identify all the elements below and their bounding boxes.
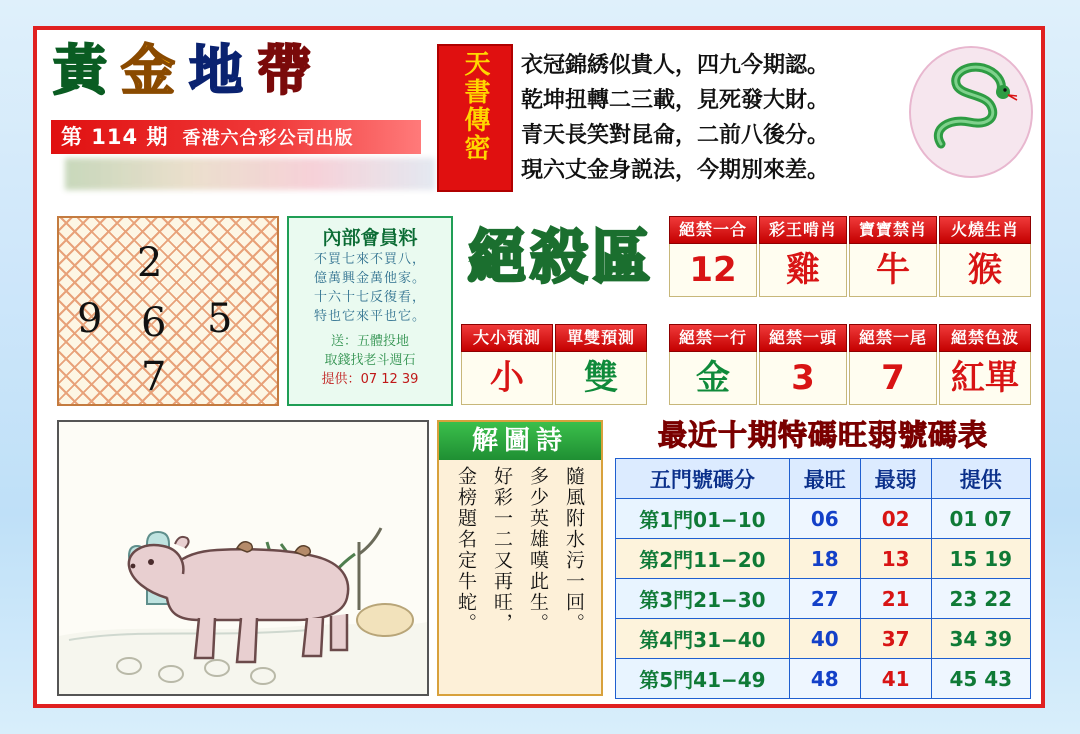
row5-supply: 45 43 [931, 659, 1030, 699]
poem-line-2: 乾坤扭轉二三載，見死發大財。 [521, 88, 830, 113]
predict-val-1: 12 [669, 244, 757, 297]
page-title [51, 40, 431, 102]
decorative-smear [65, 158, 435, 190]
predict2-cell-1 [461, 324, 553, 405]
poem-line-3: 青天長笑對昆侖，二前八後分。 [521, 123, 830, 148]
row2-supply: 15 19 [931, 539, 1030, 579]
predict2-val-1: 小 [461, 352, 553, 405]
logo-char-2: 金 [121, 39, 185, 102]
predict-cell-4 [939, 216, 1031, 297]
table-row [616, 659, 1031, 699]
grid-number-3: 6 [141, 300, 167, 346]
publisher-label: 香港六合彩公司出版 [182, 128, 354, 149]
logo-char-1: 黃 [53, 39, 117, 102]
row3-hot: 27 [789, 579, 860, 619]
predict2-cap-3: 絕禁一行 [669, 324, 757, 352]
row1-cold: 02 [860, 499, 931, 539]
member-info-box [287, 216, 453, 406]
jietushi-col-4: 金榜題名定牛蛇。 [455, 466, 477, 634]
jietushi-box [437, 420, 603, 696]
jietushi-col-3: 好彩一二又再旺， [491, 466, 513, 634]
row3-supply: 23 22 [931, 579, 1030, 619]
predict2-cap-2: 單雙預測 [555, 324, 647, 352]
row4-cold: 37 [860, 619, 931, 659]
predict2-cell-6 [939, 324, 1031, 405]
predict2-cap-5: 絕禁一尾 [849, 324, 937, 352]
row4-supply: 34 39 [931, 619, 1030, 659]
table-header-row [616, 459, 1031, 499]
row4-hot: 40 [789, 619, 860, 659]
predict2-val-5: 7 [849, 352, 937, 405]
table-row [616, 539, 1031, 579]
th-supply: 提供 [931, 459, 1030, 499]
tianshu-label: 天書傳密 [460, 50, 490, 162]
member-line-4: 特也它來平也它。 [313, 309, 426, 324]
poem-line-1: 衣冠錦綉似貴人，四九今期認。 [521, 53, 830, 78]
tianshu-banner [437, 44, 513, 192]
grid-number-5: 7 [141, 354, 167, 400]
member-supply-label: 提供： [321, 372, 361, 387]
predict-cap-3: 寶寶禁肖 [849, 216, 937, 244]
predict-val-3: 牛 [849, 244, 937, 297]
logo-block [51, 40, 431, 180]
table-row [616, 579, 1031, 619]
illustration-hippo [57, 420, 429, 696]
jietushi-title: 解圖詩 [439, 422, 601, 460]
predict2-val-2: 雙 [555, 352, 647, 405]
predict2-cap-4: 絕禁一頭 [759, 324, 847, 352]
predict2-cap-1: 大小預測 [461, 324, 553, 352]
th-name: 五門號碼分 [616, 459, 790, 499]
poster-sheet [33, 26, 1045, 708]
row2-cold: 13 [860, 539, 931, 579]
predict2-cell-2 [555, 324, 647, 405]
row4-name: 第4門31−40 [616, 619, 790, 659]
predict2-cell-4 [759, 324, 847, 405]
predict2-cell-3 [669, 324, 757, 405]
member-line-3: 十六十七反復看， [313, 290, 426, 305]
member-line-2: 億萬興金萬他家。 [313, 271, 426, 286]
predict2-cap-6: 絕禁色波 [939, 324, 1031, 352]
snake-icon [909, 46, 1033, 178]
predict-cap-1: 絕禁一合 [669, 216, 757, 244]
jietushi-col-2: 多少英雄嘆此生。 [527, 466, 549, 634]
table-row [616, 499, 1031, 539]
table-title: 最近十期特碼旺弱號碼表 [657, 418, 988, 452]
member-supply [289, 370, 451, 389]
row5-name: 第5門41−49 [616, 659, 790, 699]
row5-hot: 48 [789, 659, 860, 699]
jietushi-col-1: 隨風附水污一回。 [563, 466, 585, 634]
row1-hot: 06 [789, 499, 860, 539]
th-hot: 最旺 [789, 459, 860, 499]
grid-number-4: 5 [207, 296, 233, 342]
logo-char-4: 帶 [257, 39, 321, 102]
jueshaqu-title: 絕殺區 [467, 223, 654, 291]
predict-cap-4: 火燒生肖 [939, 216, 1031, 244]
member-send-2: 取錢找老斗週石 [324, 353, 416, 368]
table-row [616, 619, 1031, 659]
row2-hot: 18 [789, 539, 860, 579]
grid-number-2: 9 [77, 296, 103, 342]
predict2-val-3: 金 [669, 352, 757, 405]
row2-name: 第2門11−20 [616, 539, 790, 579]
poem-line-4: 現六丈金身説法，今期別來差。 [521, 158, 830, 183]
logo-char-3: 地 [189, 39, 253, 102]
predict2-val-4: 3 [759, 352, 847, 405]
hot-cold-table [615, 458, 1031, 699]
jietushi-columns [439, 460, 601, 698]
row5-cold: 41 [860, 659, 931, 699]
issue-bar [51, 120, 421, 154]
grid-number-1: 2 [137, 240, 163, 286]
row3-name: 第3門21−30 [616, 579, 790, 619]
predict-cap-2: 彩王啃肖 [759, 216, 847, 244]
header [37, 30, 1041, 190]
row1-name: 第1門01−10 [616, 499, 790, 539]
lucky-number-grid [57, 216, 279, 406]
row1-supply: 01 07 [931, 499, 1030, 539]
predict-cell-3 [849, 216, 937, 297]
th-cold: 最弱 [860, 459, 931, 499]
member-title: 內部會員料 [322, 227, 418, 249]
member-send-1: 送：五體投地 [330, 334, 409, 349]
predict-val-4: 猴 [939, 244, 1031, 297]
predict-cell-2 [759, 216, 847, 297]
poem-block [521, 48, 901, 188]
issue-number: 第 114 期 [61, 125, 169, 149]
predict2-cell-5 [849, 324, 937, 405]
member-line-1: 不買七來不買八， [313, 252, 426, 267]
predict-cell-1 [669, 216, 757, 297]
row3-cold: 21 [860, 579, 931, 619]
member-supply-value: 07 12 39 [360, 372, 419, 387]
predict-val-2: 雞 [759, 244, 847, 297]
predict2-val-6: 紅單 [939, 352, 1031, 405]
